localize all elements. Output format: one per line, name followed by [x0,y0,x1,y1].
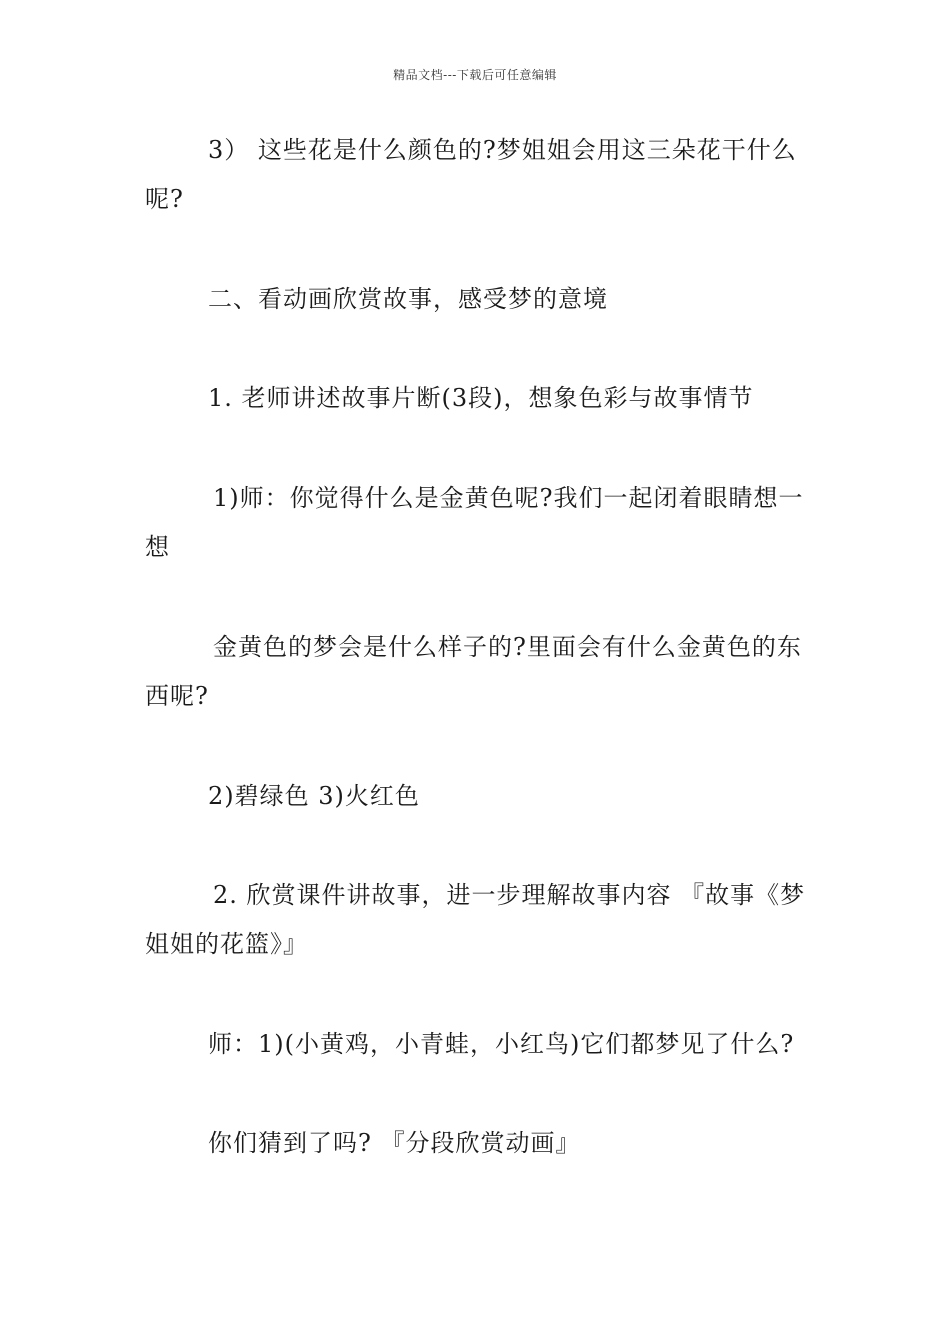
paragraph-step-1: 1. 老师讲述故事片断(3段)，想象色彩与故事情节 [208,384,754,412]
paragraph-golden-question: 1)师：你觉得什么是金黄色呢?我们一起闭着眼睛想一想 [145,484,804,561]
paragraph-step-2: 2. 欣赏课件讲故事，进一步理解故事内容 『故事《梦姐姐的花篮》』 [145,881,806,958]
paragraph-question-3: 3） 这些花是什么颜色的?梦姐姐会用这三朵花干什么呢? [145,136,797,213]
paragraph-guess: 你们猜到了吗? 『分段欣赏动画』 [208,1129,581,1157]
paragraph-colors: 2)碧绿色 3)火红色 [208,782,420,810]
paragraph-teacher-question: 师：1)(小黄鸡，小青蛙，小红鸟)它们都梦见了什么? [208,1030,795,1058]
section-heading-2: 二、看动画欣赏故事，感受梦的意境 [208,285,608,313]
page-header: 精品文档---下载后可任意编辑 [393,68,557,82]
paragraph-golden-dream: 金黄色的梦会是什么样子的?里面会有什么金黄色的东西呢? [145,633,802,710]
